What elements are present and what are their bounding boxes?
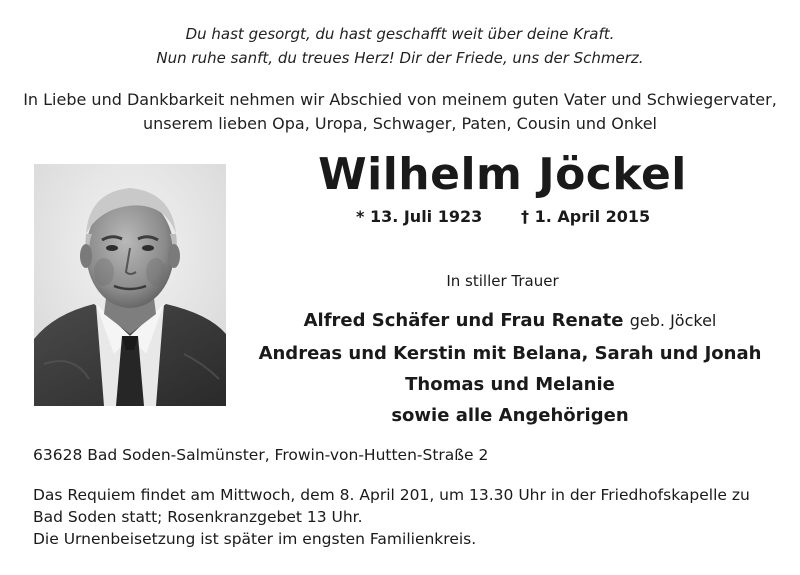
family-line-3: Thomas und Melanie xyxy=(405,374,615,395)
intro-line-1: In Liebe und Dankbarkeit nehmen wir Abschied von meinem guten Vater und Schwiegervater, xyxy=(23,90,777,109)
requiem-line-1: Das Requiem findet am Mittwoch, dem 8. April 201, um 13.30 Uhr in der Friedhofskapelle zu xyxy=(33,486,750,504)
intro-text xyxy=(0,88,800,136)
portrait-photo xyxy=(34,164,226,406)
family-line-1-maiden: geb. Jöckel xyxy=(629,311,717,330)
death-date: † 1. April 2015 xyxy=(521,207,651,226)
birth-date: * 13. Juli 1923 xyxy=(356,207,483,226)
address: 63628 Bad Soden-Salmünster, Frowin-von-Hutten-Straße 2 xyxy=(33,446,489,464)
verse xyxy=(0,22,800,70)
family-line-2: Andreas und Kerstin mit Belana, Sarah und Jonah xyxy=(258,343,762,364)
family-line-1 xyxy=(230,306,790,336)
requiem-line-2: Bad Soden statt; Rosenkranzgebet 13 Uhr. xyxy=(33,508,363,526)
verse-line-2: Nun ruhe sanft, du treues Herz! Dir der Friede, uns der Schmerz. xyxy=(156,49,644,67)
intro-line-2: unserem lieben Opa, Uropa, Schwager, Paten, Cousin und Onkel xyxy=(143,114,657,133)
deceased-name: Wilhelm Jöckel xyxy=(318,149,687,200)
family-line-1-names: Alfred Schäfer und Frau Renate xyxy=(303,310,624,331)
verse-line-1: Du hast gesorgt, du hast geschafft weit über deine Kraft. xyxy=(185,25,615,43)
requiem-info xyxy=(33,484,793,550)
requiem-line-3: Die Urnenbeisetzung ist später im engsten Familienkreis. xyxy=(33,530,477,548)
family-line-4: sowie alle Angehörigen xyxy=(391,405,629,426)
mourning-line: In stiller Trauer xyxy=(446,272,559,290)
